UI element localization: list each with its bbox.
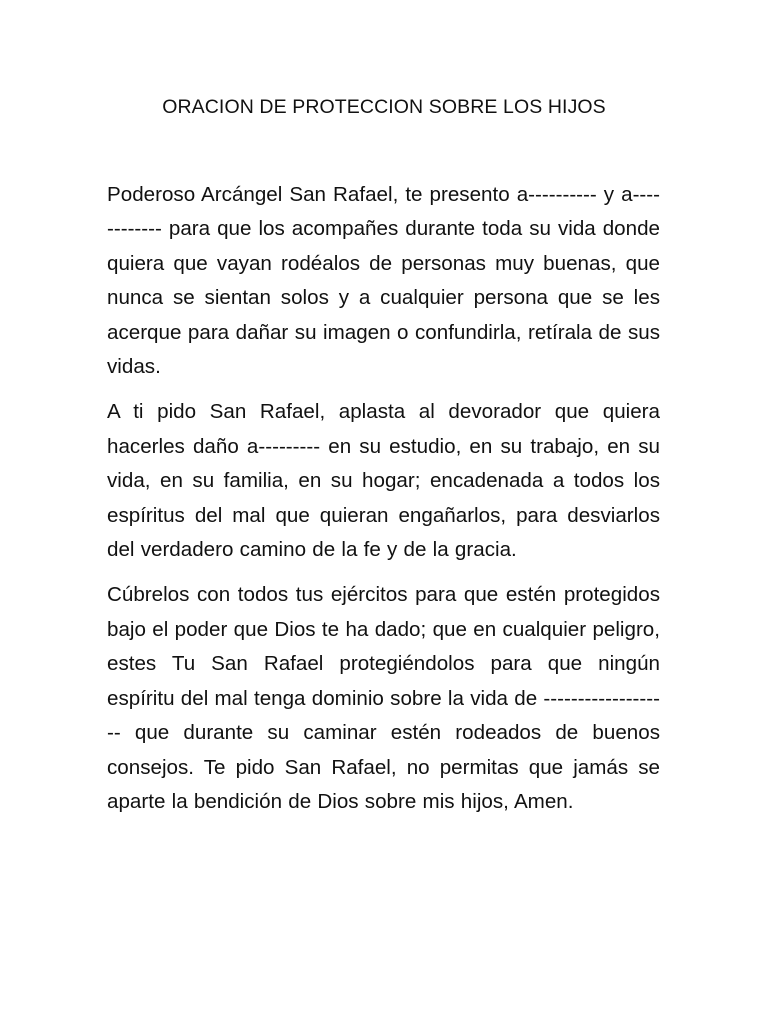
document-title: ORACION DE PROTECCION SOBRE LOS HIJOS (162, 96, 606, 118)
paragraph-1: Poderoso Arcángel San Rafael, te presento a---------- y a------------ para que los acompañes durante toda su vida donde quiera que vayan rodéalos de personas muy buenas, que nunca se sientan solos y a cualquier persona que se les acerque para dañar su imagen o confundirla, retírala de sus vidas. (107, 183, 660, 379)
paragraph-2: A ti pido San Rafael, aplasta al devorador que quiera hacerles daño a--------- en su estudio, en su trabajo, en su vida, en su familia, en su hogar; encadenada a todos los espíritus del mal que quieran engañarlos, para desviarlos del verdadero camino de la fe y de la gracia. (107, 400, 660, 562)
document-body (107, 178, 660, 830)
paragraph-3: Cúbrelos con todos tus ejércitos para que estén protegidos bajo el poder que Dios te ha dado; que en cualquier peligro, estes Tu San Rafael protegiéndolos para que ningún espíritu del mal tenga dominio sobre la vida de ------------------- que durante su caminar estén rodeados de buenos consejos. Te pido San Rafael, no permitas que jamás se aparte la bendición de Dios sobre mis hijos, Amen. (107, 583, 660, 813)
